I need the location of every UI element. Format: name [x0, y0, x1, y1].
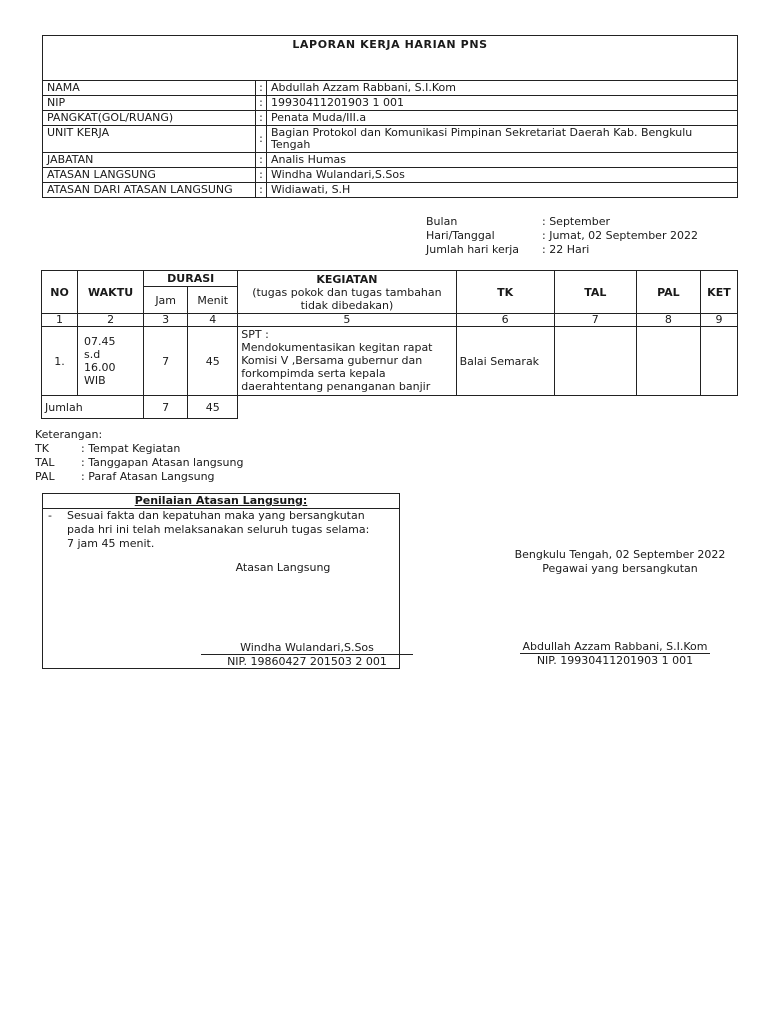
identity-separator: :: [256, 81, 267, 96]
legend-item: [35, 470, 243, 484]
kegiatan-line: Komisi V ,Bersama gubernur dan: [241, 354, 423, 367]
cell-jam: 7: [144, 327, 188, 396]
header-waktu: WAKTU: [78, 271, 144, 314]
legend-value: : Tempat Kegiatan: [81, 442, 181, 455]
assessment-line: pada hri ini telah melaksanakan seluruh tugas selama:: [67, 523, 370, 536]
identity-separator: :: [256, 183, 267, 198]
header-tk: TK: [456, 271, 554, 314]
column-number-row: [42, 314, 738, 327]
assessment-title: Penilaian Atasan Langsung:: [134, 494, 308, 507]
activity-table: [41, 270, 738, 419]
identity-label: PANGKAT(GOL/RUANG): [43, 111, 256, 126]
legend-key: TK: [35, 442, 49, 455]
legend-title: Keterangan:: [35, 428, 103, 441]
identity-separator: :: [256, 126, 267, 153]
header-kegiatan: [238, 271, 456, 314]
header-kegiatan-subtitle: (tugas pokok dan tugas tambahan tidak dibedakan): [252, 285, 442, 312]
identity-label: UNIT KERJA: [43, 126, 256, 153]
column-number: 1: [42, 314, 78, 327]
assessment-box: [42, 493, 400, 669]
header-no: NO: [42, 271, 78, 314]
identity-value: 19930411201903 1 001: [267, 96, 738, 111]
supervisor-nip: NIP. 19860427 201503 2 001: [227, 655, 387, 668]
legend: [35, 428, 243, 484]
legend-value: : Paraf Atasan Langsung: [81, 470, 215, 483]
assessment-line: 7 jam 45 menit.: [67, 537, 155, 550]
identity-label: ATASAN DARI ATASAN LANGSUNG: [43, 183, 256, 198]
cell-pal: [636, 327, 700, 396]
period-row-tanggal: [426, 229, 698, 243]
cell-kegiatan: [238, 327, 456, 396]
cell-tk: Balai Semarak: [456, 327, 554, 396]
identity-value: Analis Humas: [267, 153, 738, 168]
period-row-bulan: [426, 215, 698, 229]
total-empty: [238, 396, 738, 419]
period-value: : September: [542, 215, 611, 228]
identity-separator: :: [256, 168, 267, 183]
cell-waktu: [78, 327, 144, 396]
supervisor-role: Atasan Langsung: [235, 561, 331, 574]
column-number: 8: [636, 314, 700, 327]
total-menit: 45: [188, 396, 238, 419]
header-menit: Menit: [188, 287, 238, 314]
identity-separator: :: [256, 153, 267, 168]
identity-value: Bagian Protokol dan Komunikasi Pimpinan Sekretariat Daerah Kab. Bengkulu Tengah: [267, 126, 738, 153]
waktu-line: WIB: [84, 374, 106, 387]
waktu-line: 07.45: [84, 335, 116, 348]
kegiatan-line: daerahtentang penanganan banjir: [241, 380, 431, 393]
identity-row-atasan: [43, 168, 738, 183]
employee-signature-block: [499, 548, 741, 576]
identity-value: Widiawati, S.H: [267, 183, 738, 198]
column-number: 2: [78, 314, 144, 327]
legend-key: TAL: [35, 456, 55, 469]
identity-label: NAMA: [43, 81, 256, 96]
period-row-hari-kerja: [426, 243, 698, 257]
identity-label: JABATAN: [43, 153, 256, 168]
assessment-text: [67, 509, 397, 551]
identity-row-atasan-dari-atasan: [43, 183, 738, 198]
identity-label: ATASAN LANGSUNG: [43, 168, 256, 183]
column-number: 7: [554, 314, 636, 327]
table-header-row: [42, 271, 738, 287]
legend-key: PAL: [35, 470, 55, 483]
cell-ket: [700, 327, 737, 396]
employee-role: Pegawai yang bersangkutan: [542, 562, 698, 575]
header-kegiatan-title: KEGIATAN: [316, 272, 378, 286]
cell-no: 1.: [42, 327, 78, 396]
legend-item: [35, 442, 243, 456]
column-number: 6: [456, 314, 554, 327]
legend-value: : Tanggapan Atasan langsung: [81, 456, 244, 469]
identity-separator: :: [256, 96, 267, 111]
kegiatan-line: forkompimda serta kepala: [241, 367, 386, 380]
supervisor-name: Windha Wulandari,S.Sos: [201, 642, 413, 655]
assessment-line: Sesuai fakta dan kepatuhan maka yang bersangkutan: [67, 509, 365, 522]
total-row: [42, 396, 738, 419]
header-jam: Jam: [144, 287, 188, 314]
column-number: 9: [700, 314, 737, 327]
report-title: LAPORAN KERJA HARIAN PNS: [43, 36, 738, 81]
identity-value: Abdullah Azzam Rabbani, S.I.Kom: [267, 81, 738, 96]
identity-row-nama: [43, 81, 738, 96]
identity-row-jabatan: [43, 153, 738, 168]
employee-nip: NIP. 19930411201903 1 001: [536, 654, 694, 667]
identity-label: NIP: [43, 96, 256, 111]
waktu-line: s.d: [84, 348, 101, 361]
assessment-title-bar: [43, 494, 399, 509]
kegiatan-line: Mendokumentasikan kegitan rapat: [241, 341, 433, 354]
period-value: : Jumat, 02 September 2022: [542, 229, 698, 242]
table-row: [42, 327, 738, 396]
identity-table: [42, 35, 738, 198]
assessment-bullet: -: [48, 509, 52, 522]
identity-separator: :: [256, 111, 267, 126]
period-value: : 22 Hari: [542, 243, 590, 256]
header-durasi: DURASI: [144, 271, 238, 287]
header-ket: KET: [700, 271, 737, 314]
legend-item: [35, 456, 243, 470]
header-pal: PAL: [636, 271, 700, 314]
total-label: Jumlah: [42, 396, 144, 419]
period-info: [426, 215, 698, 257]
identity-row-pangkat: [43, 111, 738, 126]
place-date: Bengkulu Tengah, 02 September 2022: [514, 548, 726, 561]
total-jam: 7: [144, 396, 188, 419]
column-number: 5: [238, 314, 456, 327]
employee-name: Abdullah Azzam Rabbani, S.I.Kom: [520, 641, 710, 654]
identity-value: Windha Wulandari,S.Sos: [267, 168, 738, 183]
period-label: Bulan: [426, 215, 458, 228]
cell-tal: [554, 327, 636, 396]
column-number: 3: [144, 314, 188, 327]
waktu-line: 16.00: [84, 361, 116, 374]
period-label: Hari/Tanggal: [426, 229, 495, 242]
identity-row-nip: [43, 96, 738, 111]
period-label: Jumlah hari kerja: [426, 243, 520, 256]
cell-menit: 45: [188, 327, 238, 396]
identity-row-unit-kerja: [43, 126, 738, 153]
column-number: 4: [188, 314, 238, 327]
identity-value: Penata Muda/III.a: [267, 111, 738, 126]
kegiatan-line: SPT :: [241, 328, 269, 341]
header-tal: TAL: [554, 271, 636, 314]
